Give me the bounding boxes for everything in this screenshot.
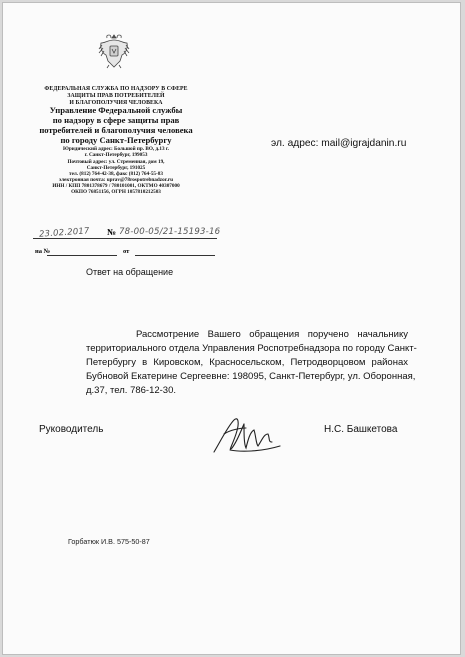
address-line: Юридический адрес: Большой пр. ВО, д.13 г. [63, 146, 169, 153]
letter-body [86, 328, 417, 398]
address-line: ИНН / КПП 7801378679 / 780101001, ОКТМО 40307000 [52, 183, 180, 190]
reference-date-line [135, 255, 215, 256]
signatory-title: Руководитель [39, 424, 104, 435]
department-line: Управление Федеральной службы [49, 105, 183, 116]
letter-page [2, 2, 461, 655]
department-line: потребителей и благополучия человека [39, 125, 193, 136]
body-line: Бубновой Екатерине Сергеевне: 198095, Санкт-Петербург, ул. Оборонная, [86, 371, 416, 382]
body-line: Рассмотрение Вашего обращения поручено начальнику [136, 329, 408, 340]
signatory-name: Н.С. Башкетова [324, 424, 398, 435]
handwritten-signature [210, 412, 288, 460]
address-line: электронная почта: uprav@78rospotrebnadzor.ru [59, 176, 173, 183]
department-line: по городу Санкт-Петербургу [60, 135, 172, 146]
registration-date: 23.02.2017 [38, 226, 90, 240]
russia-coat-of-arms-icon [97, 31, 131, 71]
registration-number-label: № [107, 227, 117, 237]
agency-line: ФЕДЕРАЛЬНАЯ СЛУЖБА ПО НАДЗОРУ В СФЕРЕ [44, 86, 188, 92]
body-line: д.37, тел. 786-12-30. [86, 385, 177, 396]
address-line: тел. (812) 764-42-38, факс (812) 764-55-83 [69, 170, 163, 177]
registration-number: 78-00-05/21-15193-16 [119, 227, 221, 237]
body-line: Петербургу в Кировском, Красносельском, Петродворцовом районах [86, 357, 408, 368]
registration-underline [33, 238, 217, 239]
agency-header [25, 86, 207, 195]
reference-number-line [47, 255, 117, 256]
body-line: территориального отдела Управления Роспотребнадзора по городу Санкт- [86, 343, 417, 354]
address-line: г. Санкт-Петербург, 199053 [84, 152, 148, 159]
address-line: ОКПО 76851156, ОГРН 1057810212503 [71, 189, 161, 196]
reference-date-label: от [123, 248, 130, 255]
address-line: Почтовый адрес: ул. Стременная, дом 19, [67, 158, 165, 165]
recipient-email: эл. адрес: mail@igrajdanin.ru [271, 138, 407, 149]
agency-line: И БЛАГОПОЛУЧИЯ ЧЕЛОВЕКА [69, 99, 163, 106]
reference-number-label: на № [35, 248, 51, 255]
department-line: по надзору в сфере защиты прав [52, 115, 180, 126]
executor-info: Горбатюк И.В. 575-50-87 [68, 537, 150, 546]
agency-line: ЗАЩИТЫ ПРАВ ПОТРЕБИТЕЛЕЙ [67, 92, 165, 99]
address-line: Санкт-Петербург, 191025 [86, 164, 146, 171]
letter-subject: Ответ на обращение [86, 267, 174, 277]
